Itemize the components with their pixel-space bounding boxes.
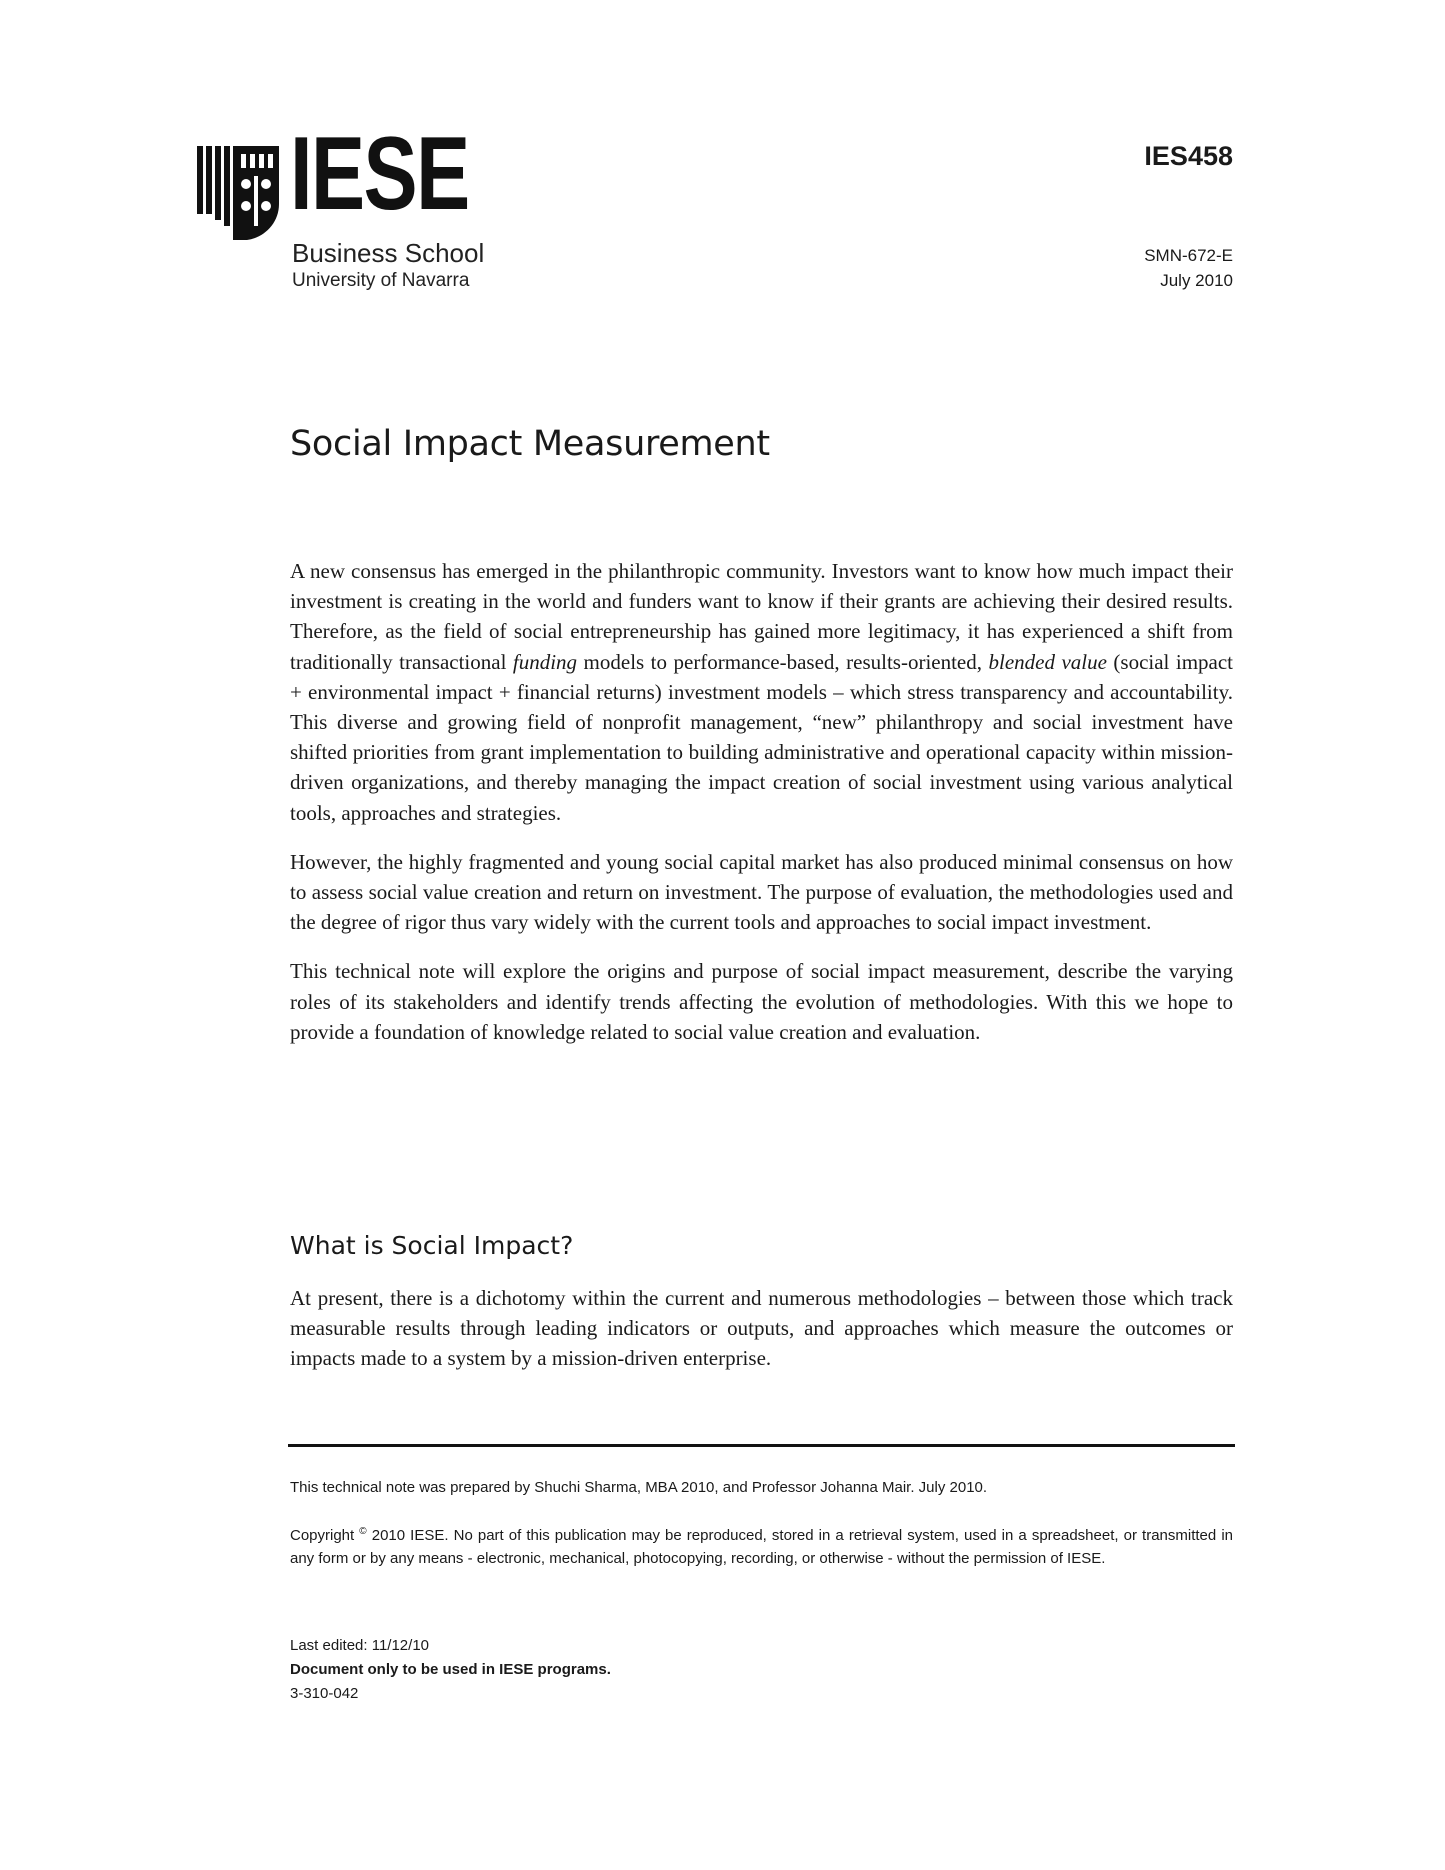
intro-paragraph-3: This technical note will explore the origins and purpose of social impact measurement, describe the varying roles of its stakeholders and identify trends affecting the evolution of methodologies. With this we hope to provide a foundation of knowledge related to social value creation and evaluation.: [290, 959, 1233, 1044]
p1-blended-value-emphasis: blended value: [988, 649, 1107, 674]
p1-funding-emphasis: funding: [512, 649, 578, 674]
usage-note: Document only to be used in IESE programs.: [290, 1661, 611, 1678]
p1-text-middle: models to performance-based, results-oriented,: [577, 649, 989, 674]
document-date: July 2010: [1160, 271, 1233, 290]
p1-text-start: A new consensus has emerged in the philanthropic community. Investors want to know how much impact their investment is creating in the world and funders want to know if their grants are achieving their desired results. Therefore, as the field of social entrepreneurship has gained more legitimacy, it has experienced a shift from traditionally transactional: [290, 559, 1233, 674]
document-number: 3-310-042: [290, 1685, 359, 1702]
p1-text-end: (social impact + environmental impact + financial returns) investment models – which stress transparency and accountability. This diverse and growing field of nonprofit management, “new” philanthropy and social investment have shifted priorities from grant implementation to building administrative and operational capacity within mission-driven organizations, and thereby managing the impact creation of social investment using various analytical tools, approaches and strategies.: [290, 649, 1233, 825]
copyright-text: 2010 IESE. No part of this publication may be reproduced, stored in a retrieval system, used in a spreadsheet, or transmitted in any form or by any means - electronic, mechanical, photocopying, recording, or otherwise - without the permission of IESE.: [290, 1527, 1233, 1567]
footer-copyright: [290, 1520, 1233, 1570]
iese-logo: [197, 116, 497, 300]
intro-body: [290, 556, 1233, 1047]
footer-divider: [288, 1444, 1235, 1447]
section-paragraph: At present, there is a dichotomy within the current and numerous methodologies – between those which track measurable results through leading indicators or outputs, and approaches which measure the outcomes or impacts made to a system by a mission-driven enterprise.: [290, 1286, 1233, 1371]
intro-paragraph-1: [290, 556, 1233, 828]
footer-note: This technical note was prepared by Shuchi Sharma, MBA 2010, and Professor Johanna Mair. July 2010.: [290, 1479, 988, 1496]
copyright-symbol: ©: [359, 1526, 367, 1537]
section-heading: What is Social Impact?: [290, 1231, 574, 1260]
logo-university-name: University of Navarra: [292, 270, 470, 291]
copyright-prefix: Copyright: [290, 1527, 360, 1544]
page-title: Social Impact Measurement: [290, 424, 770, 464]
logo-wordmark: IESE: [290, 116, 469, 232]
iese-shield-icon: [197, 146, 279, 240]
last-edited: Last edited: 11/12/10: [290, 1637, 429, 1654]
document-reference: SMN-672-E: [1144, 246, 1233, 265]
logo-school-name: Business School: [292, 238, 485, 268]
intro-paragraph-2: However, the highly fragmented and young social capital market has also produced minimal consensus on how to assess social value creation and return on investment. The purpose of evaluation, the methodologies used and the degree of rigor thus vary widely with the current tools and approaches to social impact investment.: [290, 849, 1233, 935]
document-code: IES458: [1144, 141, 1233, 171]
